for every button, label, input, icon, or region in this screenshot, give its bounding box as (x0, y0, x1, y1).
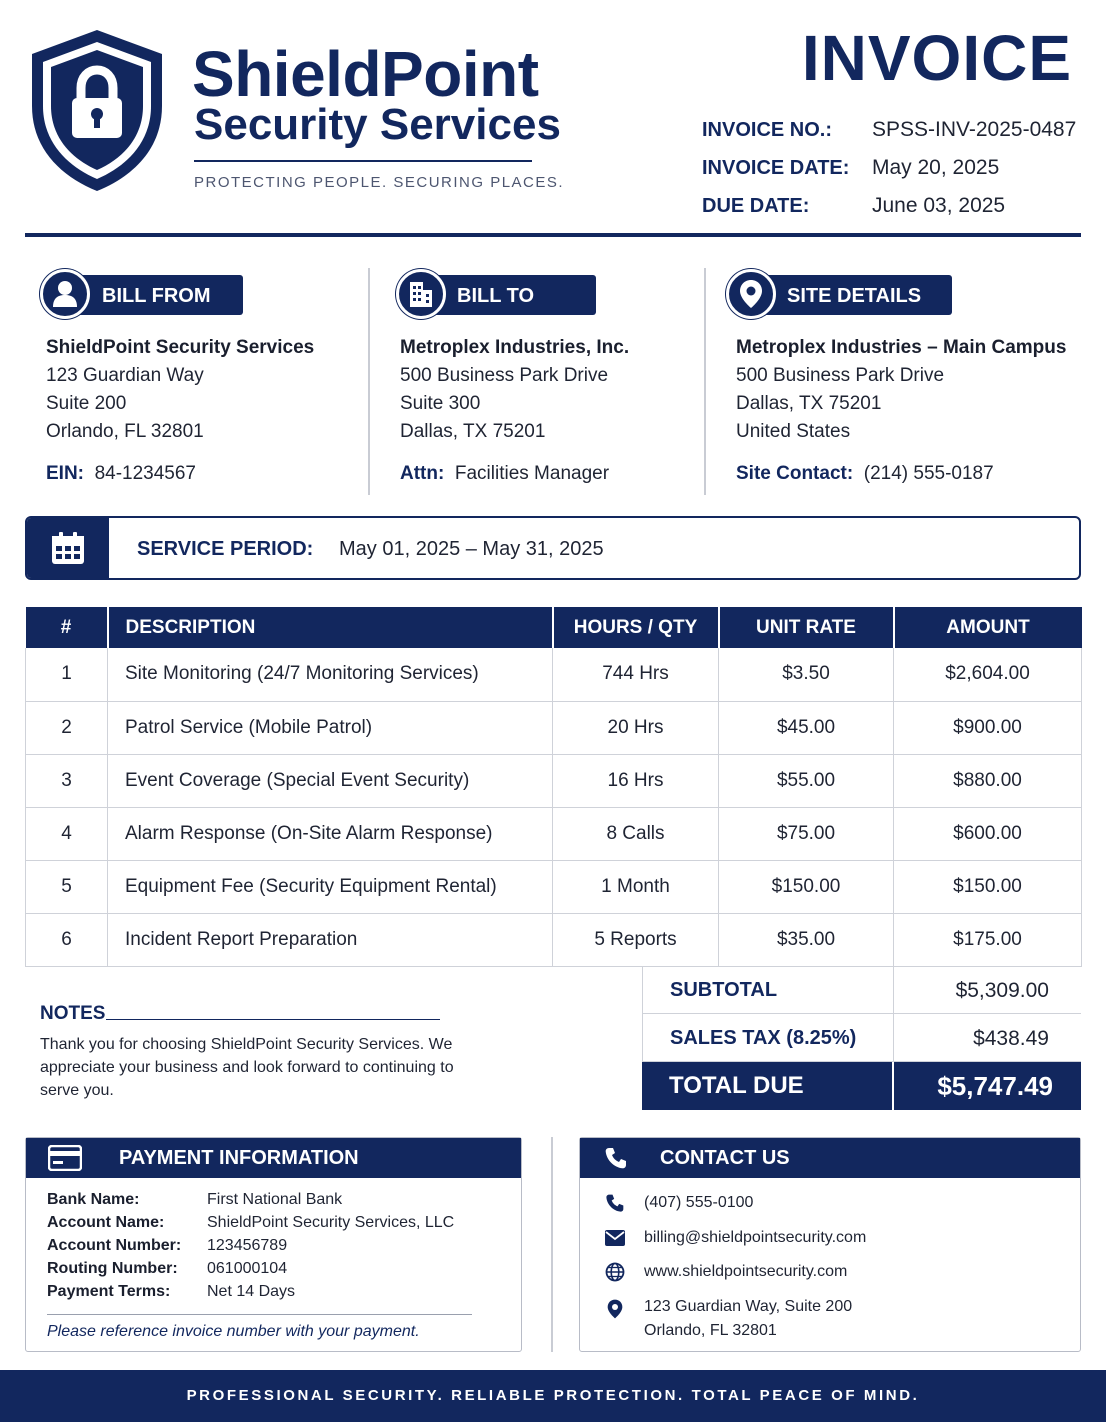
building-icon (396, 269, 446, 319)
bill-from-line2: Suite 200 (46, 393, 127, 414)
row-description: Event Coverage (Special Event Security) (108, 754, 553, 807)
total-due-label: TOTAL DUE (669, 1072, 804, 1099)
row-quantity: 744 Hrs (553, 648, 719, 701)
row-description: Alarm Response (On-Site Alarm Response) (108, 807, 553, 860)
table-row (26, 807, 1082, 860)
account-number-value: 123456789 (207, 1237, 288, 1254)
bill-to-line3: Dallas, TX 75201 (400, 421, 546, 442)
phone-icon (594, 1138, 638, 1178)
row-unit-rate: $55.00 (719, 754, 894, 807)
footer-slogan: PROFESSIONAL SECURITY. RELIABLE PROTECTION. TOTAL PEACE OF MIND. (186, 1387, 920, 1404)
account-name-value: ShieldPoint Security Services, LLC (207, 1214, 455, 1231)
account-number-label: Account Number: (47, 1237, 182, 1254)
service-period-box (25, 516, 1081, 580)
bank-name-label: Bank Name: (47, 1191, 140, 1208)
routing-number-label: Routing Number: (47, 1260, 178, 1277)
column-divider (704, 268, 706, 495)
invoice-title: INVOICE (801, 22, 1072, 94)
table-row (26, 913, 1082, 966)
col-header-number: # (26, 607, 108, 648)
col-header-unit-rate: UNIT RATE (719, 607, 894, 648)
row-unit-rate: $45.00 (719, 701, 894, 754)
row-quantity: 16 Hrs (553, 754, 719, 807)
line-items-table (25, 607, 1082, 967)
payment-terms-label: Payment Terms: (47, 1283, 171, 1300)
routing-number-value: 061000104 (207, 1260, 288, 1277)
notes-text: Thank you for choosing ShieldPoint Security Services. We appreciate your business and look forward to continuing to serve you. (40, 1036, 454, 1099)
bill-to-name: Metroplex Industries, Inc. (400, 337, 630, 358)
row-amount: $880.00 (894, 754, 1082, 807)
account-name-label: Account Name: (47, 1214, 165, 1231)
location-pin-icon (726, 269, 776, 319)
row-amount: $600.00 (894, 807, 1082, 860)
globe-icon (604, 1261, 626, 1283)
contact-address (644, 1295, 852, 1343)
table-header-row (26, 607, 1082, 648)
column-divider (368, 268, 370, 495)
attn-value: Facilities Manager (454, 463, 610, 484)
site-line2: Dallas, TX 75201 (736, 393, 882, 414)
row-description: Incident Report Preparation (108, 913, 553, 966)
invoice-date: May 20, 2025 (872, 156, 1000, 179)
footer-bar (0, 1370, 1106, 1422)
row-number: 6 (26, 913, 108, 966)
invoice-number-label: INVOICE NO.: (702, 119, 833, 141)
invoice-date-label: INVOICE DATE: (702, 157, 850, 179)
row-number: 5 (26, 860, 108, 913)
notes-title: NOTES (40, 1003, 106, 1024)
location-pin-icon (604, 1298, 626, 1320)
brand-divider (194, 160, 532, 162)
table-row (26, 754, 1082, 807)
row-amount: $2,604.00 (894, 648, 1082, 701)
service-period-label: SERVICE PERIOD: (137, 538, 314, 560)
due-date: June 03, 2025 (872, 194, 1006, 217)
row-unit-rate: $150.00 (719, 860, 894, 913)
bottom-column-divider (551, 1137, 553, 1352)
col-header-amount: AMOUNT (894, 607, 1082, 648)
bill-from-heading: BILL FROM (102, 285, 211, 307)
tax-label: SALES TAX (8.25%) (670, 1027, 857, 1049)
table-row (26, 648, 1082, 701)
bill-to-heading: BILL TO (457, 285, 535, 307)
row-description: Site Monitoring (24/7 Monitoring Services) (108, 648, 553, 701)
row-unit-rate: $3.50 (719, 648, 894, 701)
contact-box (579, 1137, 1081, 1352)
site-line1: 500 Business Park Drive (736, 365, 945, 386)
tax-row (642, 1014, 1081, 1062)
brand-subtitle: Security Services (194, 100, 561, 149)
invoice-number: SPSS-INV-2025-0487 (872, 118, 1077, 141)
row-number: 3 (26, 754, 108, 807)
subtotal-label: SUBTOTAL (670, 979, 778, 1001)
row-number: 4 (26, 807, 108, 860)
site-name: Metroplex Industries – Main Campus (736, 337, 1067, 358)
total-due-value: $5,747.49 (937, 1071, 1053, 1101)
contact-phone[interactable]: (407) 555-0100 (644, 1194, 754, 1211)
shield-lock-logo (28, 28, 166, 193)
notes-divider (106, 1019, 440, 1020)
subtotal-row (642, 966, 1081, 1014)
row-unit-rate: $35.00 (719, 913, 894, 966)
bill-from-line3: Orlando, FL 32801 (46, 421, 204, 442)
bill-from-name: ShieldPoint Security Services (46, 337, 315, 358)
ein-value: 84-1234567 (94, 463, 196, 484)
contact-website[interactable]: www.shieldpointsecurity.com (644, 1263, 848, 1280)
bill-from-address (46, 334, 314, 488)
credit-card-icon (26, 1138, 104, 1178)
row-description: Equipment Fee (Security Equipment Rental) (108, 860, 553, 913)
payment-info-title: PAYMENT INFORMATION (119, 1147, 359, 1169)
row-number: 1 (26, 648, 108, 701)
phone-icon (604, 1192, 626, 1214)
total-due-row (642, 1062, 1081, 1110)
row-quantity: 8 Calls (553, 807, 719, 860)
bill-to-line1: 500 Business Park Drive (400, 365, 609, 386)
row-number: 2 (26, 701, 108, 754)
totals-block (642, 966, 1081, 1110)
header-divider (25, 233, 1081, 237)
subtotal-value: $5,309.00 (955, 979, 1049, 1002)
site-line3: United States (736, 421, 851, 442)
tax-value: $438.49 (973, 1027, 1049, 1050)
row-quantity: 20 Hrs (553, 701, 719, 754)
contact-title: CONTACT US (660, 1147, 790, 1169)
table-row (26, 701, 1082, 754)
person-icon (40, 269, 90, 319)
site-contact-label: Site Contact: (736, 463, 854, 484)
attn-label: Attn: (400, 463, 445, 484)
site-details-heading: SITE DETAILS (787, 285, 922, 307)
row-amount: $150.00 (894, 860, 1082, 913)
envelope-icon (604, 1227, 626, 1249)
contact-address-line2: Orlando, FL 32801 (644, 1322, 777, 1339)
contact-email[interactable]: billing@shieldpointsecurity.com (644, 1229, 867, 1246)
payment-divider (47, 1314, 472, 1315)
site-address (736, 334, 1066, 488)
due-date-label: DUE DATE: (702, 195, 810, 217)
contact-header (580, 1138, 1080, 1178)
brand-tagline: PROTECTING PEOPLE. SECURING PLACES. (194, 174, 565, 191)
ein-label: EIN: (46, 463, 84, 484)
row-unit-rate: $75.00 (719, 807, 894, 860)
table-row (26, 860, 1082, 913)
payment-terms-value: Net 14 Days (207, 1283, 296, 1300)
site-contact-value: (214) 555-0187 (863, 463, 994, 484)
payment-info-header (26, 1138, 521, 1178)
bill-from-line1: 123 Guardian Way (46, 365, 204, 386)
brand-name: ShieldPoint (192, 38, 539, 110)
calendar-icon (27, 518, 109, 578)
service-period-value: May 01, 2025 – May 31, 2025 (339, 538, 604, 560)
row-quantity: 5 Reports (553, 913, 719, 966)
row-amount: $175.00 (894, 913, 1082, 966)
bill-to-line2: Suite 300 (400, 393, 481, 414)
payment-note: Please reference invoice number with your payment. (47, 1323, 420, 1340)
contact-address-line1: 123 Guardian Way, Suite 200 (644, 1298, 853, 1315)
bill-to-address (400, 334, 629, 488)
bank-name-value: First National Bank (207, 1191, 343, 1208)
payment-info-box (25, 1137, 522, 1352)
col-header-description: DESCRIPTION (108, 607, 553, 648)
col-header-quantity: HOURS / QTY (553, 607, 719, 648)
row-quantity: 1 Month (553, 860, 719, 913)
row-amount: $900.00 (894, 701, 1082, 754)
row-description: Patrol Service (Mobile Patrol) (108, 701, 553, 754)
